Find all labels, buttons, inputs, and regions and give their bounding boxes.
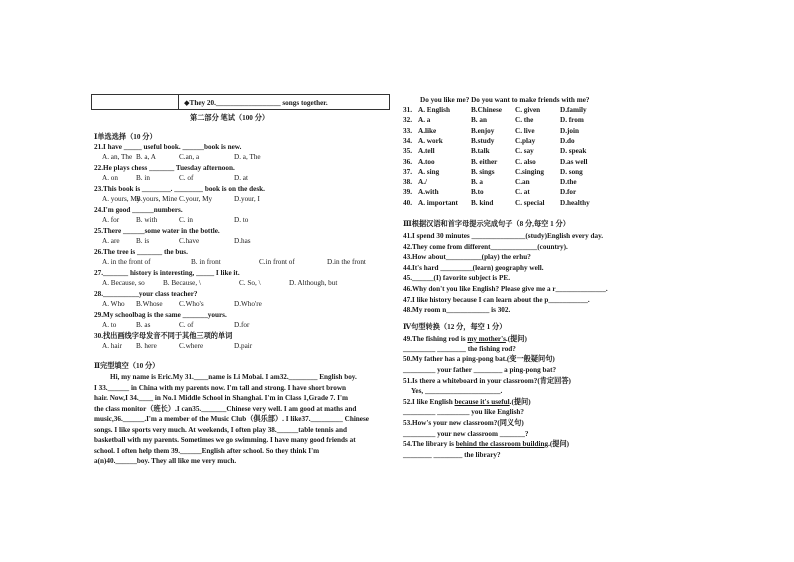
q49 <box>403 335 527 344</box>
cloze-option[interactable]: B.to <box>471 188 484 197</box>
answer-option[interactable]: B. is <box>136 237 150 245</box>
cloze-option[interactable]: C.singing <box>515 167 544 176</box>
option-number: 35. <box>403 147 412 156</box>
answer-option[interactable]: B. with <box>136 216 158 224</box>
cloze-option[interactable]: D. from <box>560 116 584 125</box>
answer-option[interactable]: D.in the front <box>327 258 366 266</box>
answer-option[interactable]: A. are <box>102 237 120 245</box>
option-number: 40. <box>403 198 412 207</box>
cloze-option[interactable]: A. work <box>418 136 443 145</box>
answer-option[interactable]: B. a, A <box>136 153 156 161</box>
fill-in-sentence: 47.I like history because I can learn about the p___________. <box>403 295 590 304</box>
cloze-option[interactable]: D.as well <box>560 157 588 166</box>
answer-option[interactable]: A. Who <box>102 300 125 308</box>
q52 <box>403 398 531 407</box>
answer-option[interactable]: B. in <box>136 174 150 182</box>
option-number: 32. <box>403 116 412 125</box>
answer-option[interactable]: C.Who's <box>179 300 204 308</box>
passage-line: the class monitor（班长）.I can35._______Chinese very well. I am good at maths and <box>94 404 357 413</box>
option-number: 37. <box>403 167 412 176</box>
cloze-option[interactable]: C. at <box>515 188 530 197</box>
fill-in-sentence: 41.I spend 30 minutes _______________(study)English every day. <box>403 232 604 240</box>
cloze-option[interactable]: D.family <box>560 106 587 114</box>
cloze-option[interactable]: A./ <box>418 178 427 187</box>
question-stem: 28.__________your class teacher? <box>94 290 198 298</box>
passage-line: basketball with my parents. Sometimes we go swimming. I have many good friends at <box>94 436 356 444</box>
option-number: 34. <box>403 136 412 145</box>
q52-post: .(提问) <box>509 398 531 406</box>
q49-underlined: my mother's <box>467 335 506 343</box>
cloze-option[interactable]: C. live <box>515 126 535 135</box>
q54 <box>403 440 569 449</box>
answer-option[interactable]: C.in front of <box>259 258 295 266</box>
cloze-option[interactable]: D.for <box>560 188 577 197</box>
cloze-option[interactable]: C. say <box>515 147 534 156</box>
cloze-option[interactable]: C.play <box>515 136 536 145</box>
passage-line: Hi, my name is Eric.My 31.____name is Li Mobai. I am32.________ English boy. <box>110 373 357 381</box>
answer-option[interactable]: D.has <box>234 237 251 245</box>
answer-option[interactable]: B. here <box>136 342 157 350</box>
question-stem: 25.There ______some water in the bottle. <box>94 227 220 235</box>
q52-underlined: because it's useful <box>454 398 510 406</box>
cloze-option[interactable]: B.Chinese <box>471 106 502 114</box>
q52-pre: 52.I like English <box>403 398 455 406</box>
answer-option[interactable]: B. as <box>136 321 151 329</box>
cloze-option[interactable]: D. speak <box>560 147 587 156</box>
cloze-option[interactable]: C.an <box>515 178 530 187</box>
cloze-option[interactable]: C. also <box>515 157 536 166</box>
q50: 50.My father has a ping-pong bat.(变一般疑问句) <box>403 355 555 363</box>
question-stem: 24.I'm good ______numbers. <box>94 206 183 214</box>
q49-pre: 49.The fishing rod is <box>403 335 468 343</box>
cloze-option[interactable]: A.tell <box>418 147 435 156</box>
q53: 53.How's your new classroom?(同义句) <box>403 419 524 427</box>
answer-option[interactable]: C.have <box>179 237 200 245</box>
fill-in-sentence: 48.My room n____________ is 302. <box>403 306 511 315</box>
answer-option[interactable]: D. Although, but <box>289 279 338 287</box>
q51-answer: Yes, _____________________. <box>411 387 503 395</box>
cloze-option[interactable]: B. an <box>471 116 487 125</box>
option-number: 38. <box>403 178 412 187</box>
part2-title: 第二部分 笔试（100 分） <box>190 114 270 122</box>
q49-answer: _________ ________ the fishing rod? <box>403 345 516 353</box>
cloze-option[interactable]: A.with <box>418 188 439 197</box>
cloze-option[interactable]: A. sing <box>418 167 440 176</box>
question-stem: 21.I have _____ useful book. ______book is new. <box>94 143 242 151</box>
question-stem: 22.He plays chess _______ Tuesday afternoon. <box>94 164 235 172</box>
q52-answer: _________ _________ you like English? <box>403 408 525 416</box>
fill-in-sentence: 44.It's hard _________(learn) geography well. <box>403 263 544 272</box>
cloze-option[interactable]: B. sings <box>471 167 495 176</box>
answer-option[interactable]: C. of <box>179 321 194 329</box>
cloze-option[interactable]: D. song <box>560 167 583 176</box>
answer-option[interactable]: C.where <box>179 342 204 350</box>
option-number: 33. <box>403 126 412 135</box>
q49-post: .(提问) <box>505 335 527 343</box>
answer-option[interactable]: A. hair <box>102 342 122 350</box>
question-stem: 29.My schoolbag is the same _______yours. <box>94 311 227 319</box>
passage-line: I 33.______ in China with my parents now. I'm tall and strong. I have short brown <box>94 383 347 392</box>
answer-option[interactable]: B. in front <box>191 258 221 266</box>
question-stem: 23.This book is ________. ________ book is on the desk. <box>94 185 265 193</box>
q51: 51.Is there a whiteboard in your classroom?(肯定回答) <box>403 377 571 385</box>
answer-option[interactable]: A. Because, so <box>102 279 145 287</box>
section3-heading: Ⅲ根据汉语和首字母提示完成句子（8 分,每空 1 分） <box>403 220 570 228</box>
q54-underlined: behind the classroom building <box>455 440 549 448</box>
cloze-option[interactable]: D.the <box>560 178 577 187</box>
passage-line: hair. Now,I 34.____ in No.1 Middle School in Shanghai. I'm in Class 1,Grade 7. I'm <box>94 394 348 402</box>
answer-option[interactable]: C.an, a <box>179 153 200 161</box>
answer-option[interactable]: A. to <box>102 321 117 329</box>
answer-option[interactable]: D. a, The <box>234 153 261 161</box>
passage-line: music,36.______.I'm a member of the Music Club（俱乐部）. I like37._________ Chinese <box>94 415 369 423</box>
cloze-option[interactable]: D.join <box>560 126 579 135</box>
fill-in-sentence: 45.______(I) favorite subject is PE. <box>403 274 510 283</box>
answer-option[interactable]: D.your, I <box>234 195 260 203</box>
cloze-option[interactable]: A.like <box>418 126 437 135</box>
right-intro: Do you like me? Do you want to make friends with me? <box>420 96 590 104</box>
answer-option[interactable]: C.your, My <box>179 195 213 203</box>
answer-option[interactable]: B.yours, Mine <box>136 195 178 203</box>
fill-in-sentence: 43.How about__________(play) the erhu? <box>403 253 531 262</box>
cloze-option[interactable]: A. important <box>418 198 458 207</box>
answer-option[interactable]: A. for <box>102 216 120 224</box>
question-stem: 26.The tree is _______ the bus. <box>94 248 188 256</box>
answer-option[interactable]: C. of <box>179 174 194 182</box>
cloze-option[interactable]: B.enjoy <box>471 126 495 135</box>
question-stem: 27._______ history is interesting, _____ I like it. <box>94 269 240 277</box>
answer-option[interactable]: A. yours, My <box>102 195 141 203</box>
cloze-option[interactable]: B.study <box>471 136 495 145</box>
section4-heading: Ⅳ句型转换（12 分，每空 1 分） <box>403 323 507 331</box>
section1-heading: Ⅰ单选选择（10 分） <box>94 133 157 141</box>
option-number: 31. <box>403 106 412 114</box>
table-divider <box>178 95 179 109</box>
cloze-option[interactable]: B. either <box>471 157 498 166</box>
header-table-row <box>91 94 390 110</box>
section2-heading: Ⅱ完型填空（10 分） <box>94 362 160 370</box>
answer-option[interactable]: C. So, \ <box>239 279 261 287</box>
option-number: 36. <box>403 157 412 166</box>
fill-in-sentence: 46.Why don't you like English? Please give me a r______________. <box>403 285 608 293</box>
cloze-option[interactable]: B.talk <box>471 147 490 156</box>
answer-option[interactable]: C. in <box>179 216 193 224</box>
cloze-option[interactable]: C. the <box>515 116 534 125</box>
cloze-option[interactable]: C. given <box>515 106 541 114</box>
answer-option[interactable]: D. to <box>234 216 249 224</box>
answer-option[interactable]: D.pair <box>234 342 253 350</box>
cloze-option[interactable]: A.too <box>418 157 435 166</box>
answer-option[interactable]: B. Because, \ <box>163 279 201 287</box>
cloze-option[interactable]: D.healthy <box>560 198 590 207</box>
q54-pre: 54.The library is <box>403 440 456 448</box>
cloze-option[interactable]: B. kind <box>471 198 494 207</box>
q54-answer: ________ ________ the library? <box>403 451 501 459</box>
answer-option[interactable]: D.Who're <box>234 300 262 308</box>
answer-option[interactable]: A. in the front of <box>102 258 151 266</box>
q50-answer: _________ your father ________ a ping-pong bat? <box>403 366 557 374</box>
answer-option[interactable]: A. on <box>102 174 118 182</box>
fill-in-sentence: 42.They come from different_____________(country). <box>403 242 568 251</box>
passage-line: school. I often help them 39.______English after school. So they think I'm <box>94 446 320 455</box>
q53-answer: _________ your new classroom _______? <box>403 430 529 438</box>
cloze-option[interactable]: D.do <box>560 136 575 145</box>
option-number: 39. <box>403 188 412 197</box>
passage-line: a(n)40.______boy. They all like me very much. <box>94 457 237 465</box>
cloze-option[interactable]: C. special <box>515 198 545 207</box>
cloze-option[interactable]: A. English <box>418 106 450 114</box>
question-20: ◆They 20.__________________ songs together. <box>184 99 328 107</box>
passage-line: songs. I like sports very much. At weekends, I often play 38.______table tennis and <box>94 425 347 434</box>
q54-post: .(提问) <box>548 440 570 448</box>
answer-option[interactable]: B.Whose <box>136 300 163 308</box>
answer-option[interactable]: A. an, The <box>102 153 133 161</box>
answer-option[interactable]: D.for <box>234 321 250 329</box>
cloze-option[interactable]: A. a <box>418 116 431 125</box>
cloze-option[interactable]: B. a <box>471 178 483 187</box>
answer-option[interactable]: D. at <box>234 174 248 182</box>
question-stem: 30.找出画线字母发音不同于其他三项的单词 <box>94 332 233 340</box>
